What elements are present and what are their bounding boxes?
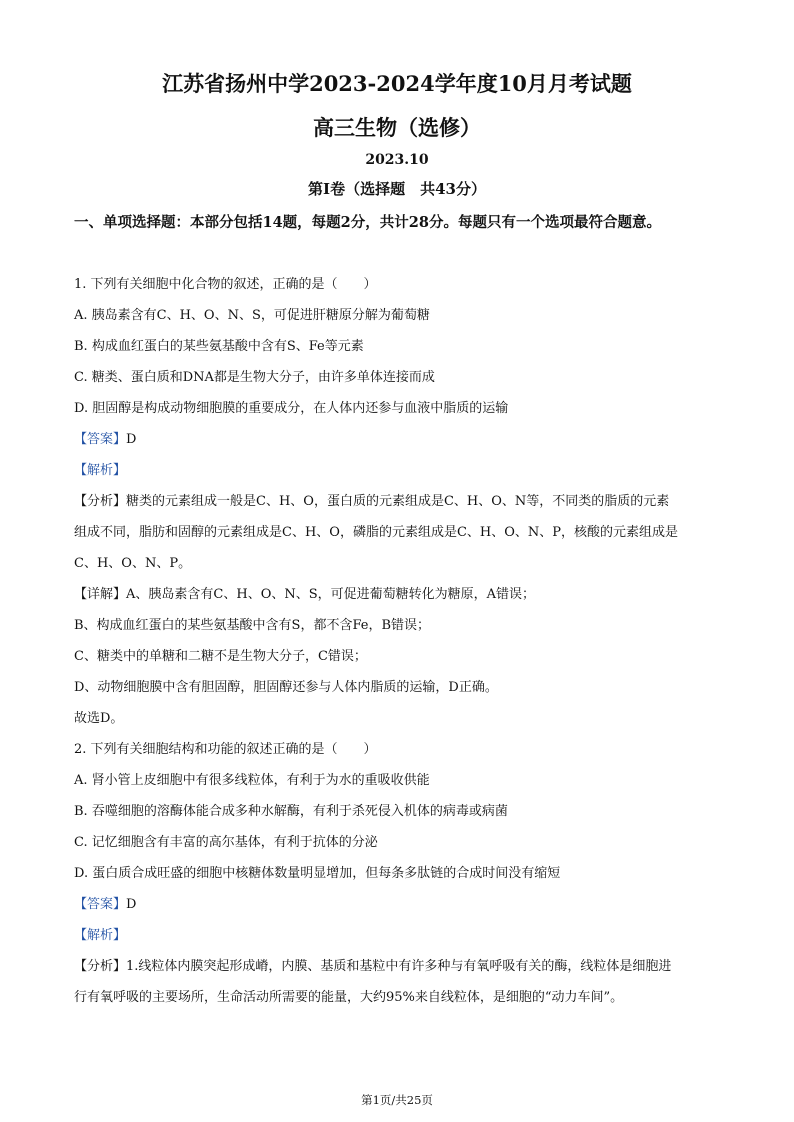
q1-detail-line-1: 【详解】A、胰岛素含有C、H、O、N、S，可促进葡萄糖转化为糖原，A错误； [74,587,536,602]
q2-option-b: B. 吞噬细胞的溶酶体能合成多种水解酶，有利于杀死侵入机体的病毒或病菌 [74,804,508,819]
volume-heading: 第I卷（选择题 共43分） [308,180,486,198]
exam-subtitle: 高三生物（选修） [313,115,481,140]
q1-analysis-tag: 【解析】 [74,463,127,478]
q1-option-d: D. 胆固醇是构成动物细胞膜的重要成分，在人体内还参与血液中脂质的运输 [74,401,509,416]
q1-detail-line-4: D、动物细胞膜中含有胆固醇，胆固醇还参与人体内脂质的运输，D正确。 [74,680,498,695]
q1-answer [74,432,722,447]
q1-fenxi-line-1: 【分析】糖类的元素组成一般是C、H、O，蛋白质的元素组成是C、H、O、N等，不同类的脂质的元素 [74,494,670,509]
answer-value: D [126,897,137,912]
q2-option-c: C. 记忆细胞含有丰富的高尔基体，有利于抗体的分泌 [74,835,378,850]
q1-detail-line-3: C、糖类中的单糖和二糖不是生物大分子，C错误； [74,649,367,664]
answer-tag: 【答案】 [74,897,127,912]
answer-tag: 【答案】 [74,432,127,447]
q1-option-c: C. 糖类、蛋白质和DNA都是生物大分子，由许多单体连接而成 [74,370,435,385]
q1-fenxi-line-3: C、H、O、N、P。 [74,556,192,571]
q2-fenxi-line-2: 行有氧呼吸的主要场所，生命活动所需要的能量，大约95%来自线粒体，是细胞的“动力车间”。 [74,990,624,1005]
q2-option-d: D. 蛋白质合成旺盛的细胞中核糖体数量明显增加，但每条多肽链的合成时间没有缩短 [74,866,561,881]
section-heading: 一、单项选择题：本部分包括14题，每题2分，共计28分。每题只有一个选项最符合题意。 [74,214,661,231]
q1-option-a: A. 胰岛素含有C、H、O、N、S，可促进肝糖原分解为葡萄糖 [74,308,430,323]
page-footer: 第1页/共25页 [361,1093,433,1107]
q1-option-b: B. 构成血红蛋白的某些氨基酸中含有S、Fe等元素 [74,339,364,354]
q2-analysis-tag: 【解析】 [74,928,127,943]
fenxi-tag: 【分析】 [74,494,127,509]
q1-stem: 1. 下列有关细胞中化合物的叙述，正确的是（ ） [74,277,377,292]
q2-fenxi-line-1: 【分析】1.线粒体内膜突起形成嵴，内膜、基质和基粒中有许多种与有氧呼吸有关的酶，线粒体是细胞进 [74,959,672,974]
q2-answer [74,897,722,912]
detail-tag: 【详解】 [74,587,127,602]
q1-detail-line-2: B、构成血红蛋白的某些氨基酸中含有S，都不含Fe，B错误； [74,618,431,633]
q1-conclusion: 故选D。 [74,711,124,726]
q2-option-a: A. 肾小管上皮细胞中有很多线粒体，有利于为水的重吸收供能 [74,773,430,788]
q2-stem: 2. 下列有关细胞结构和功能的叙述正确的是（ ） [74,742,377,757]
answer-value: D [126,432,137,447]
exam-title: 江苏省扬州中学2023-2024学年度10月月考试题 [162,71,632,96]
q1-fenxi-line-2: 组成不同，脂肪和固醇的元素组成是C、H、O，磷脂的元素组成是C、H、O、N、P，核酸的元素组成是 [74,525,679,540]
exam-date: 2023.10 [365,152,429,168]
fenxi-tag: 【分析】 [74,959,127,974]
